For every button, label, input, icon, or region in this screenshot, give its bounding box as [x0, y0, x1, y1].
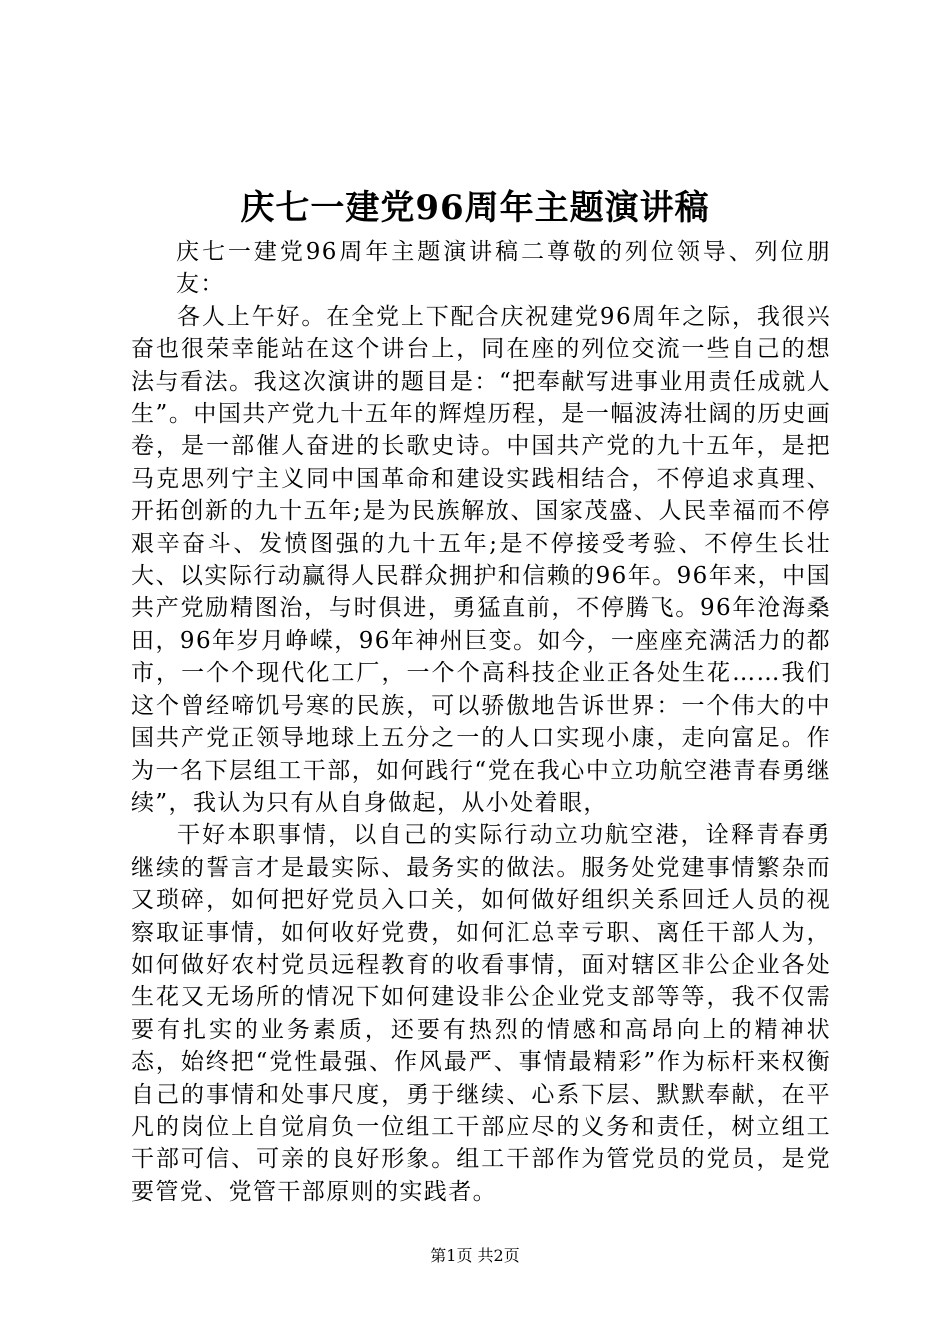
intro-paragraph: 庆七一建党96周年主题演讲稿二尊敬的列位领导、列位朋友：	[176, 239, 831, 298]
document-body	[131, 236, 831, 1208]
body-paragraph-2: 干好本职事情，以自己的实际行动立功航空港，诠释青春勇继续的誓言才是最实际、最务实的做法。服务处党建事情繁杂而又琐碎，如何把好党员入口关，如何做好组织关系回迁人员的视察取证事情，如何收好党费，如何汇总幸亏职、离任干部人为，如何做好农村党员远程教育的收看事情，面对辖区非公企业各处生花又无场所的情况下如何建设非公企业党支部等等，我不仅需要有扎实的业务素质，还要有热烈的情感和高昂向上的精神状态，始终把“党性最强、作风最严、事情最精彩”作为标杆来权衡自己的事情和处事尺度，勇于继续、心系下层、默默奉献，在平凡的岗位上自觉肩负一位组工干部应尽的义务和责任，树立组工干部可信、可亲的良好形象。组工干部作为管党员的党员，是党要管党、党管干部原则的实践者。	[131, 822, 831, 1205]
page-indicator: 第1页 共2页	[430, 1246, 520, 1265]
page-footer	[0, 1245, 950, 1267]
document-title: 庆七一建党96周年主题演讲稿	[240, 188, 710, 228]
body-paragraph-1: 各人上午好。在全党上下配合庆祝建党96周年之际，我很兴奋也很荣幸能站在这个讲台上，同在座的列位交流一些自己的想法与看法。我这次演讲的题目是：“把奉献写进事业用责任成就人生”。中国共产党九十五年的辉煌历程，是一幅波涛壮阔的历史画卷，是一部催人奋进的长歌史诗。中国共产党的九十五年，是把马克思列宁主义同中国革命和建设实践相结合，不停追求真理、开拓创新的九十五年;是为民族解放、国家茂盛、人民幸福而不停艰辛奋斗、发愤图强的九十五年;是不停接受考验、不停生长壮大、以实际行动赢得人民群众拥护和信赖的96年。96年来，中国共产党励精图治，与时俱进，勇猛直前，不停腾飞。96年沧海桑田，96年岁月峥嵘，96年神州巨变。如今，一座座充满活力的都市，一个个现代化工厂，一个个高科技企业正各处生花……我们这个曾经啼饥号寒的民族，可以骄傲地告诉世界：一个伟大的中国共产党正领导地球上五分之一的人口实现小康，走向富足。作为一名下层组工干部，如何践行“党在我心中立功航空港青春勇继续”，我认为只有从自身做起，从小处着眼，	[131, 303, 831, 816]
